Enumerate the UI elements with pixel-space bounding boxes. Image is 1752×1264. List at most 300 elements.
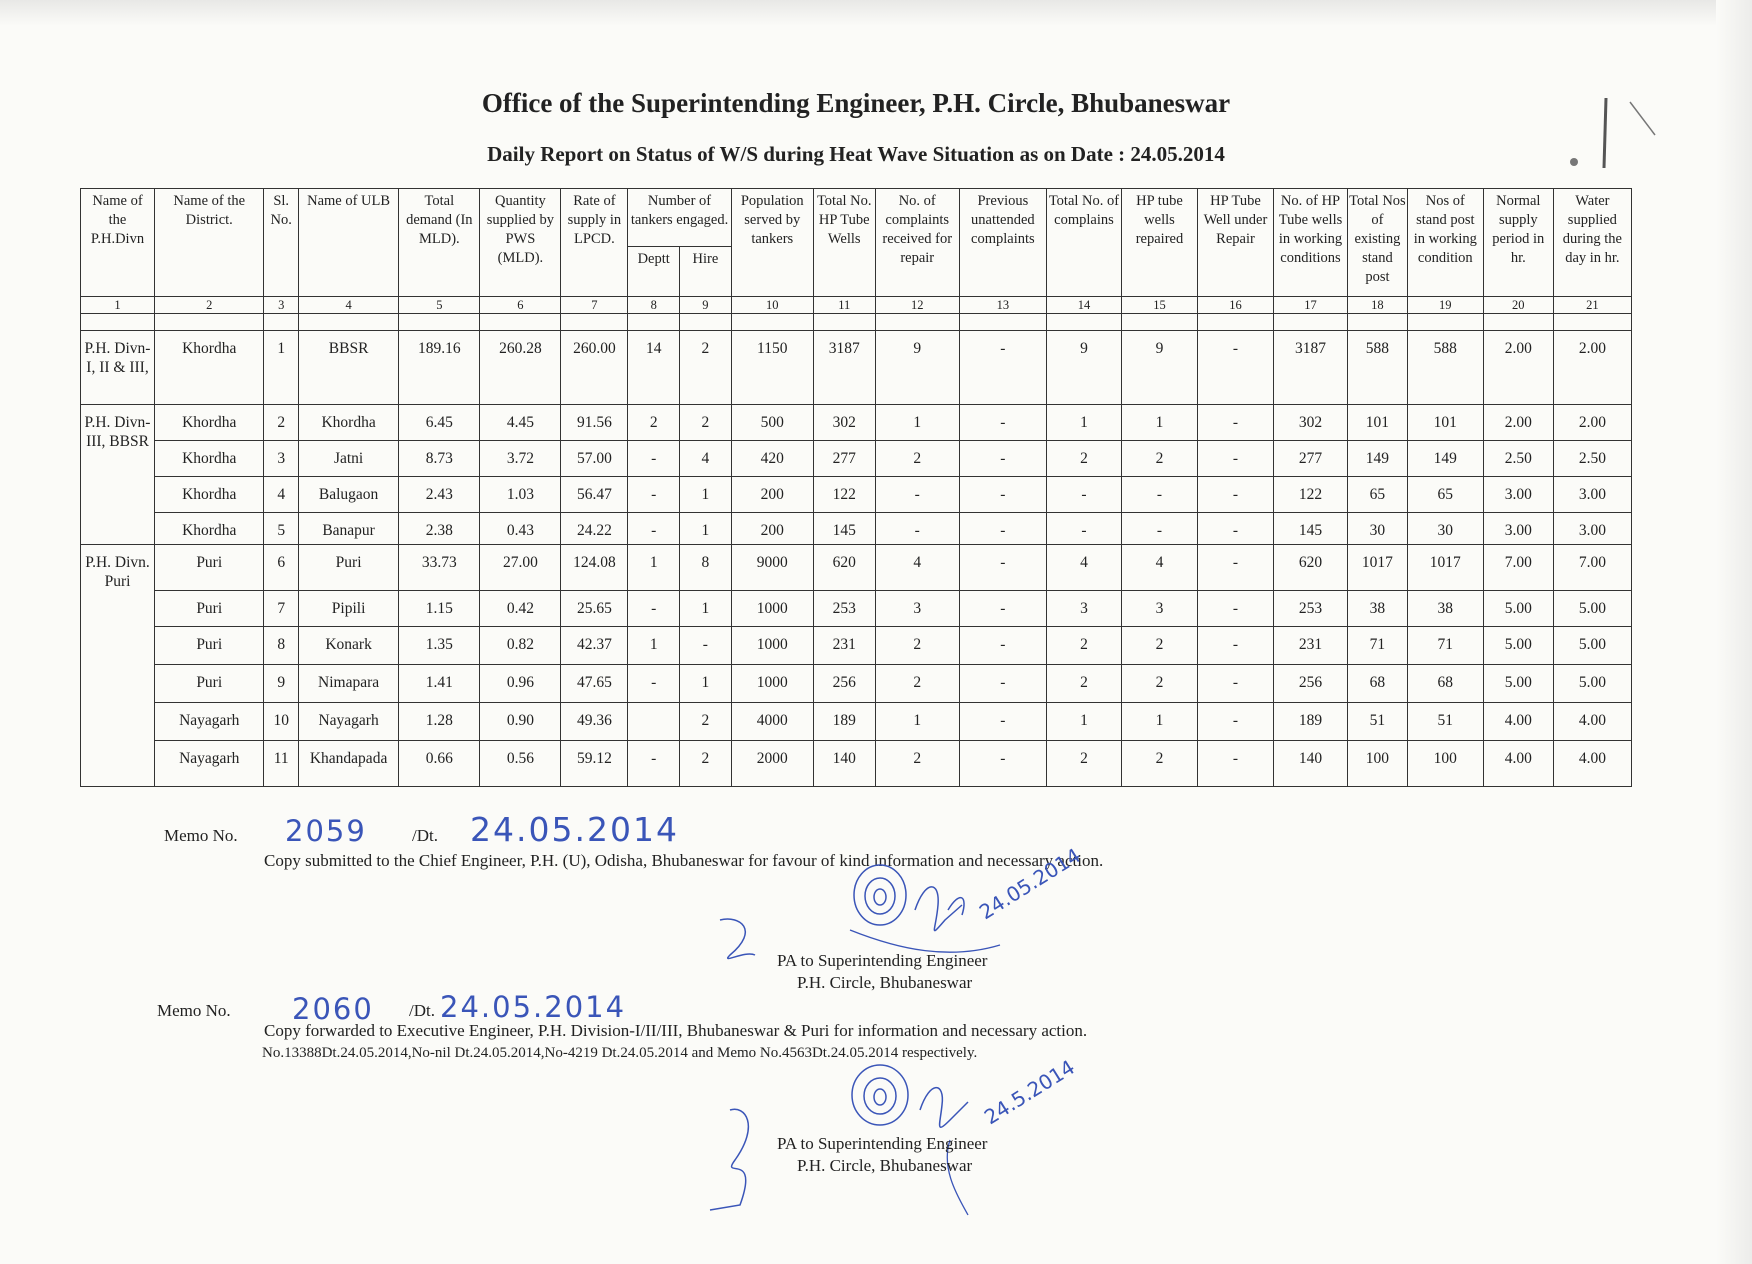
cell-under-repair: - xyxy=(1197,703,1273,741)
cell-ulb: Nayagarh xyxy=(298,703,398,741)
cell-ulb: Khandapada xyxy=(298,741,398,787)
cell-population: 9000 xyxy=(731,545,813,591)
cell-supplied: 0.43 xyxy=(480,513,561,545)
cell-population: 1000 xyxy=(731,591,813,627)
cell-hp-total: 122 xyxy=(813,477,875,513)
cell-rate: 59.12 xyxy=(561,741,628,787)
memo2-date: 24.05.2014 xyxy=(440,990,627,1024)
cell-stand-working: 30 xyxy=(1407,513,1483,545)
cell-district: Puri xyxy=(155,545,264,591)
cell-deptt: - xyxy=(628,591,680,627)
cell-stand-working: 51 xyxy=(1407,703,1483,741)
col-num: 20 xyxy=(1483,297,1553,314)
header-sl-no: Sl. No. xyxy=(264,189,298,297)
col-num: 14 xyxy=(1046,297,1121,314)
memo1-dt-label: /Dt. xyxy=(412,826,438,845)
cell-population: 1150 xyxy=(731,331,813,405)
cell-repaired: 2 xyxy=(1121,441,1197,477)
cell-supplied-hr: 5.00 xyxy=(1553,591,1631,627)
header-under-repair: HP Tube Well under Repair xyxy=(1197,189,1273,297)
cell-hp-total: 302 xyxy=(813,405,875,441)
cell-repaired: - xyxy=(1121,513,1197,545)
cell-supplied-hr: 2.00 xyxy=(1553,405,1631,441)
cell-deptt: - xyxy=(628,513,680,545)
table-row xyxy=(81,477,1632,513)
cell-ulb: Puri xyxy=(298,545,398,591)
cell-hire: 1 xyxy=(680,665,732,703)
cell-hp-total: 256 xyxy=(813,665,875,703)
cell-hire: 2 xyxy=(680,703,732,741)
cell-normal-hr: 5.00 xyxy=(1483,665,1553,703)
cell-hire: 1 xyxy=(680,591,732,627)
cell-under-repair: - xyxy=(1197,627,1273,665)
cell-under-repair: - xyxy=(1197,477,1273,513)
header-rate: Rate of supply in LPCD. xyxy=(561,189,628,297)
cell-rate: 124.08 xyxy=(561,545,628,591)
cell-demand: 2.43 xyxy=(399,477,480,513)
cell-stand-posts: 38 xyxy=(1348,591,1408,627)
col-num: 6 xyxy=(480,297,561,314)
cell-normal-hr: 2.50 xyxy=(1483,441,1553,477)
cell-supplied-hr: 3.00 xyxy=(1553,477,1631,513)
header-population: Population served by tankers xyxy=(731,189,813,297)
cell-normal-hr: 3.00 xyxy=(1483,513,1553,545)
cell-prev-unattended: - xyxy=(959,665,1046,703)
cell-stand-posts: 101 xyxy=(1348,405,1408,441)
cell-prev-unattended: - xyxy=(959,627,1046,665)
cell-deptt: 2 xyxy=(628,405,680,441)
memo2-dt-label: /Dt. xyxy=(409,1001,435,1020)
cell-supplied-hr: 2.50 xyxy=(1553,441,1631,477)
cell-normal-hr: 7.00 xyxy=(1483,545,1553,591)
cell-working: 189 xyxy=(1274,703,1348,741)
cell-complaints: 2 xyxy=(875,665,959,703)
cell-rate: 47.65 xyxy=(561,665,628,703)
table-row xyxy=(81,703,1632,741)
header-complaints: No. of complaints received for repair xyxy=(875,189,959,297)
cell-deptt: - xyxy=(628,441,680,477)
cell-sl: 3 xyxy=(264,441,298,477)
header-district: Name of the District. xyxy=(155,189,264,297)
cell-ulb: Konark xyxy=(298,627,398,665)
cell-normal-hr: 5.00 xyxy=(1483,591,1553,627)
cell-rate: 56.47 xyxy=(561,477,628,513)
cell-repaired: 2 xyxy=(1121,741,1197,787)
table-body xyxy=(81,331,1632,787)
header-stand-working: Nos of stand post in working condition xyxy=(1407,189,1483,297)
cell-prev-unattended: - xyxy=(959,591,1046,627)
cell-deptt: 14 xyxy=(628,331,680,405)
cell-working: 231 xyxy=(1274,627,1348,665)
cell-rate: 25.65 xyxy=(561,591,628,627)
cell-supplied-hr: 4.00 xyxy=(1553,703,1631,741)
cell-prev-unattended: - xyxy=(959,513,1046,545)
cell-prev-unattended: - xyxy=(959,405,1046,441)
cell-repaired: 2 xyxy=(1121,627,1197,665)
scan-shadow-right xyxy=(1716,0,1752,1264)
cell-hp-total: 231 xyxy=(813,627,875,665)
cell-under-repair: - xyxy=(1197,441,1273,477)
cell-stand-working: 101 xyxy=(1407,405,1483,441)
memo2-signatory-line1: PA to Superintending Engineer xyxy=(777,1134,988,1153)
table-row xyxy=(81,665,1632,703)
cell-complaints: 9 xyxy=(875,331,959,405)
cell-district: Puri xyxy=(155,627,264,665)
cell-under-repair: - xyxy=(1197,331,1273,405)
cell-hire: 1 xyxy=(680,513,732,545)
cell-district: Puri xyxy=(155,591,264,627)
cell-under-repair: - xyxy=(1197,591,1273,627)
cell-normal-hr: 2.00 xyxy=(1483,405,1553,441)
cell-supplied: 0.56 xyxy=(480,741,561,787)
cell-deptt: - xyxy=(628,741,680,787)
cell-population: 420 xyxy=(731,441,813,477)
cell-supplied-hr: 4.00 xyxy=(1553,741,1631,787)
cell-supplied: 27.00 xyxy=(480,545,561,591)
col-num: 15 xyxy=(1121,297,1197,314)
col-num: 3 xyxy=(264,297,298,314)
cell-district: Khordha xyxy=(155,513,264,545)
cell-demand: 8.73 xyxy=(399,441,480,477)
cell-normal-hr: 2.00 xyxy=(1483,331,1553,405)
cell-repaired: 4 xyxy=(1121,545,1197,591)
cell-stand-posts: 588 xyxy=(1348,331,1408,405)
cell-ulb: Banapur xyxy=(298,513,398,545)
cell-sl: 1 xyxy=(264,331,298,405)
cell-prev-unattended: - xyxy=(959,703,1046,741)
cell-total-complaints: 2 xyxy=(1046,627,1121,665)
cell-hp-total: 253 xyxy=(813,591,875,627)
header-normal-hr: Normal supply period in hr. xyxy=(1483,189,1553,297)
col-num: 4 xyxy=(298,297,398,314)
memo2-text: Copy forwarded to Executive Engineer, P.H. Division-I/II/III, Bhubaneswar & Puri for information and necessary action. xyxy=(264,1021,1088,1040)
division-cell: P.H. Divn-III, BBSR xyxy=(81,405,155,545)
cell-sl: 2 xyxy=(264,405,298,441)
cell-normal-hr: 3.00 xyxy=(1483,477,1553,513)
cell-sl: 6 xyxy=(264,545,298,591)
cell-working: 302 xyxy=(1274,405,1348,441)
cell-supplied: 0.42 xyxy=(480,591,561,627)
cell-repaired: 3 xyxy=(1121,591,1197,627)
office-title: Office of the Superintending Engineer, P.H. Circle, Bhubaneswar xyxy=(481,88,1231,118)
header-prev-unattended: Previous unattended complaints xyxy=(959,189,1046,297)
cell-stand-posts: 68 xyxy=(1348,665,1408,703)
memo1-label: Memo No. xyxy=(164,826,238,845)
cell-stand-working: 71 xyxy=(1407,627,1483,665)
cell-stand-posts: 30 xyxy=(1348,513,1408,545)
division-cell: P.H. Divn-I, II & III, xyxy=(81,331,155,405)
cell-prev-unattended: - xyxy=(959,741,1046,787)
cell-demand: 2.38 xyxy=(399,513,480,545)
col-num: 18 xyxy=(1348,297,1408,314)
memo2-label: Memo No. xyxy=(157,1001,231,1020)
cell-demand: 6.45 xyxy=(399,405,480,441)
cell-hp-total: 277 xyxy=(813,441,875,477)
header-divn: Name of the P.H.Divn xyxy=(81,189,155,297)
table-row xyxy=(81,441,1632,477)
memo2-number: 2060 xyxy=(292,992,374,1026)
cell-demand: 33.73 xyxy=(399,545,480,591)
cell-population: 500 xyxy=(731,405,813,441)
cell-supplied: 0.90 xyxy=(480,703,561,741)
cell-stand-posts: 1017 xyxy=(1348,545,1408,591)
memo2-signature xyxy=(700,1040,1080,1220)
cell-stand-working: 68 xyxy=(1407,665,1483,703)
cell-supplied: 1.03 xyxy=(480,477,561,513)
cell-supplied-hr: 2.00 xyxy=(1553,331,1631,405)
cell-total-complaints: 1 xyxy=(1046,703,1121,741)
header-hp-total: Total No. HP Tube Wells xyxy=(813,189,875,297)
memo1-signatory xyxy=(777,950,987,994)
cell-district: Nayagarh xyxy=(155,741,264,787)
cell-district: Khordha xyxy=(155,331,264,405)
cell-sl: 10 xyxy=(264,703,298,741)
cell-complaints: 2 xyxy=(875,441,959,477)
cell-stand-working: 1017 xyxy=(1407,545,1483,591)
cell-repaired: 2 xyxy=(1121,665,1197,703)
cell-demand: 0.66 xyxy=(399,741,480,787)
cell-sl: 4 xyxy=(264,477,298,513)
cell-working: 122 xyxy=(1274,477,1348,513)
cell-normal-hr: 4.00 xyxy=(1483,741,1553,787)
cell-complaints: 2 xyxy=(875,627,959,665)
header-deptt: Deptt xyxy=(628,247,680,297)
cell-under-repair: - xyxy=(1197,665,1273,703)
cell-working: 140 xyxy=(1274,741,1348,787)
table-row xyxy=(81,331,1632,405)
cell-district: Puri xyxy=(155,665,264,703)
col-num: 5 xyxy=(399,297,480,314)
cell-rate: 42.37 xyxy=(561,627,628,665)
cell-complaints: 4 xyxy=(875,545,959,591)
memo2-signatory-line2: P.H. Circle, Bhubaneswar xyxy=(797,1156,973,1175)
cell-working: 256 xyxy=(1274,665,1348,703)
cell-supplied: 4.45 xyxy=(480,405,561,441)
scan-shadow-top xyxy=(0,0,1752,26)
cell-district: Khordha xyxy=(155,441,264,477)
cell-hire: - xyxy=(680,627,732,665)
cell-ulb: Jatni xyxy=(298,441,398,477)
cell-stand-posts: 65 xyxy=(1348,477,1408,513)
cell-total-complaints: 2 xyxy=(1046,665,1121,703)
col-num: 9 xyxy=(680,297,732,314)
cell-hp-total: 620 xyxy=(813,545,875,591)
cell-sl: 11 xyxy=(264,741,298,787)
cell-supplied: 3.72 xyxy=(480,441,561,477)
cell-population: 1000 xyxy=(731,627,813,665)
cell-working: 145 xyxy=(1274,513,1348,545)
col-num: 13 xyxy=(959,297,1046,314)
cell-stand-working: 149 xyxy=(1407,441,1483,477)
col-num: 8 xyxy=(628,297,680,314)
cell-ulb: Balugaon xyxy=(298,477,398,513)
col-num: 12 xyxy=(875,297,959,314)
cell-supplied-hr: 3.00 xyxy=(1553,513,1631,545)
col-num: 16 xyxy=(1197,297,1273,314)
col-num: 21 xyxy=(1553,297,1631,314)
cell-deptt: 1 xyxy=(628,545,680,591)
cell-under-repair: - xyxy=(1197,513,1273,545)
cell-ulb: BBSR xyxy=(298,331,398,405)
cell-total-complaints: 1 xyxy=(1046,405,1121,441)
cell-under-repair: - xyxy=(1197,741,1273,787)
table-row xyxy=(81,545,1632,591)
cell-total-complaints: 9 xyxy=(1046,331,1121,405)
memo1-number: 2059 xyxy=(285,814,367,848)
col-num: 2 xyxy=(155,297,264,314)
cell-demand: 1.28 xyxy=(399,703,480,741)
memo1-signatory-line1: PA to Superintending Engineer xyxy=(777,951,988,970)
cell-normal-hr: 5.00 xyxy=(1483,627,1553,665)
table-row xyxy=(81,513,1632,545)
cell-prev-unattended: - xyxy=(959,477,1046,513)
cell-supplied: 260.28 xyxy=(480,331,561,405)
cell-under-repair: - xyxy=(1197,405,1273,441)
cell-hire: 8 xyxy=(680,545,732,591)
cell-deptt: 1 xyxy=(628,627,680,665)
cell-total-complaints: - xyxy=(1046,513,1121,545)
cell-stand-posts: 100 xyxy=(1348,741,1408,787)
table-row xyxy=(81,591,1632,627)
header-total-complaints: Total No. of complains xyxy=(1046,189,1121,297)
header-repaired: HP tube wells repaired xyxy=(1121,189,1197,297)
cell-hp-total: 145 xyxy=(813,513,875,545)
cell-population: 1000 xyxy=(731,665,813,703)
cell-rate: 260.00 xyxy=(561,331,628,405)
memo2-signatory xyxy=(777,1133,987,1177)
cell-population: 200 xyxy=(731,477,813,513)
cell-deptt xyxy=(628,703,680,741)
header-stand-posts: Total Nos of existing stand post xyxy=(1348,189,1408,297)
col-num: 11 xyxy=(813,297,875,314)
cell-complaints: 1 xyxy=(875,405,959,441)
cell-population: 200 xyxy=(731,513,813,545)
cell-stand-posts: 51 xyxy=(1348,703,1408,741)
cell-repaired: 1 xyxy=(1121,703,1197,741)
cell-hire: 2 xyxy=(680,405,732,441)
header-working: No. of HP Tube wells in working conditions xyxy=(1274,189,1348,297)
cell-deptt: - xyxy=(628,477,680,513)
cell-repaired: 9 xyxy=(1121,331,1197,405)
report-title: Daily Report on Status of W/S during Heat Wave Situation as on Date : 24.05.2014 xyxy=(487,142,1225,166)
division-cell: P.H. Divn. Puri xyxy=(81,545,155,787)
header-tankers: Number of tankers engaged. xyxy=(628,189,731,247)
cell-prev-unattended: - xyxy=(959,331,1046,405)
memo2-ref-text: No.13388Dt.24.05.2014,No-nil Dt.24.05.2014,No-4219 Dt.24.05.2014 and Memo No.4563Dt.24.05.2014 respectively. xyxy=(262,1045,978,1061)
cell-repaired: 1 xyxy=(1121,405,1197,441)
cell-hp-total: 3187 xyxy=(813,331,875,405)
memo1-text: Copy submitted to the Chief Engineer, P.H. (U), Odisha, Bhubaneswar for favour of kind information and necessary action. xyxy=(264,851,1104,870)
cell-sl: 7 xyxy=(264,591,298,627)
cell-supplied-hr: 5.00 xyxy=(1553,627,1631,665)
column-number-row xyxy=(81,297,1632,314)
cell-total-complaints: 2 xyxy=(1046,441,1121,477)
cell-sl: 9 xyxy=(264,665,298,703)
col-num: 10 xyxy=(731,297,813,314)
cell-hire: 1 xyxy=(680,477,732,513)
cell-demand: 1.15 xyxy=(399,591,480,627)
cell-district: Khordha xyxy=(155,405,264,441)
cell-population: 2000 xyxy=(731,741,813,787)
cell-complaints: 1 xyxy=(875,703,959,741)
memo1-signatory-line2: P.H. Circle, Bhubaneswar xyxy=(797,973,973,992)
cell-hp-total: 140 xyxy=(813,741,875,787)
cell-rate: 91.56 xyxy=(561,405,628,441)
col-num: 7 xyxy=(561,297,628,314)
table-row xyxy=(81,405,1632,441)
cell-supplied: 0.82 xyxy=(480,627,561,665)
header-supplied: Quantity supplied by PWS (MLD). xyxy=(480,189,561,297)
cell-ulb: Nimapara xyxy=(298,665,398,703)
cell-ulb: Khordha xyxy=(298,405,398,441)
cell-total-complaints: - xyxy=(1046,477,1121,513)
cell-supplied-hr: 7.00 xyxy=(1553,545,1631,591)
cell-stand-working: 65 xyxy=(1407,477,1483,513)
memo1-sign-date: 24.05.2014 xyxy=(974,843,1085,925)
col-num: 17 xyxy=(1274,297,1348,314)
col-num: 1 xyxy=(81,297,155,314)
cell-complaints: - xyxy=(875,477,959,513)
cell-rate: 57.00 xyxy=(561,441,628,477)
cell-complaints: 3 xyxy=(875,591,959,627)
header-supplied-hr: Water supplied during the day in hr. xyxy=(1553,189,1631,297)
cell-district: Nayagarh xyxy=(155,703,264,741)
cell-rate: 24.22 xyxy=(561,513,628,545)
cell-stand-posts: 71 xyxy=(1348,627,1408,665)
cell-repaired: - xyxy=(1121,477,1197,513)
cell-supplied-hr: 5.00 xyxy=(1553,665,1631,703)
cell-supplied: 0.96 xyxy=(480,665,561,703)
memo1-date: 24.05.2014 xyxy=(470,810,679,849)
cell-demand: 189.16 xyxy=(399,331,480,405)
cell-demand: 1.41 xyxy=(399,665,480,703)
header-ulb: Name of ULB xyxy=(298,189,398,297)
margin-mark xyxy=(1550,90,1670,200)
cell-hire: 2 xyxy=(680,331,732,405)
cell-working: 253 xyxy=(1274,591,1348,627)
cell-hp-total: 189 xyxy=(813,703,875,741)
cell-deptt: - xyxy=(628,665,680,703)
cell-complaints: - xyxy=(875,513,959,545)
cell-population: 4000 xyxy=(731,703,813,741)
cell-under-repair: - xyxy=(1197,545,1273,591)
cell-stand-working: 588 xyxy=(1407,331,1483,405)
cell-hire: 2 xyxy=(680,741,732,787)
cell-district: Khordha xyxy=(155,477,264,513)
cell-total-complaints: 2 xyxy=(1046,741,1121,787)
cell-total-complaints: 4 xyxy=(1046,545,1121,591)
table-row xyxy=(81,741,1632,787)
cell-working: 620 xyxy=(1274,545,1348,591)
cell-complaints: 2 xyxy=(875,741,959,787)
cell-hire: 4 xyxy=(680,441,732,477)
cell-stand-working: 38 xyxy=(1407,591,1483,627)
col-num: 19 xyxy=(1407,297,1483,314)
cell-ulb: Pipili xyxy=(298,591,398,627)
cell-sl: 8 xyxy=(264,627,298,665)
cell-sl: 5 xyxy=(264,513,298,545)
cell-working: 3187 xyxy=(1274,331,1348,405)
cell-working: 277 xyxy=(1274,441,1348,477)
blank-row xyxy=(81,314,1632,331)
cell-prev-unattended: - xyxy=(959,545,1046,591)
cell-prev-unattended: - xyxy=(959,441,1046,477)
cell-rate: 49.36 xyxy=(561,703,628,741)
cell-total-complaints: 3 xyxy=(1046,591,1121,627)
header-hire: Hire xyxy=(680,247,732,297)
cell-stand-posts: 149 xyxy=(1348,441,1408,477)
cell-stand-working: 100 xyxy=(1407,741,1483,787)
